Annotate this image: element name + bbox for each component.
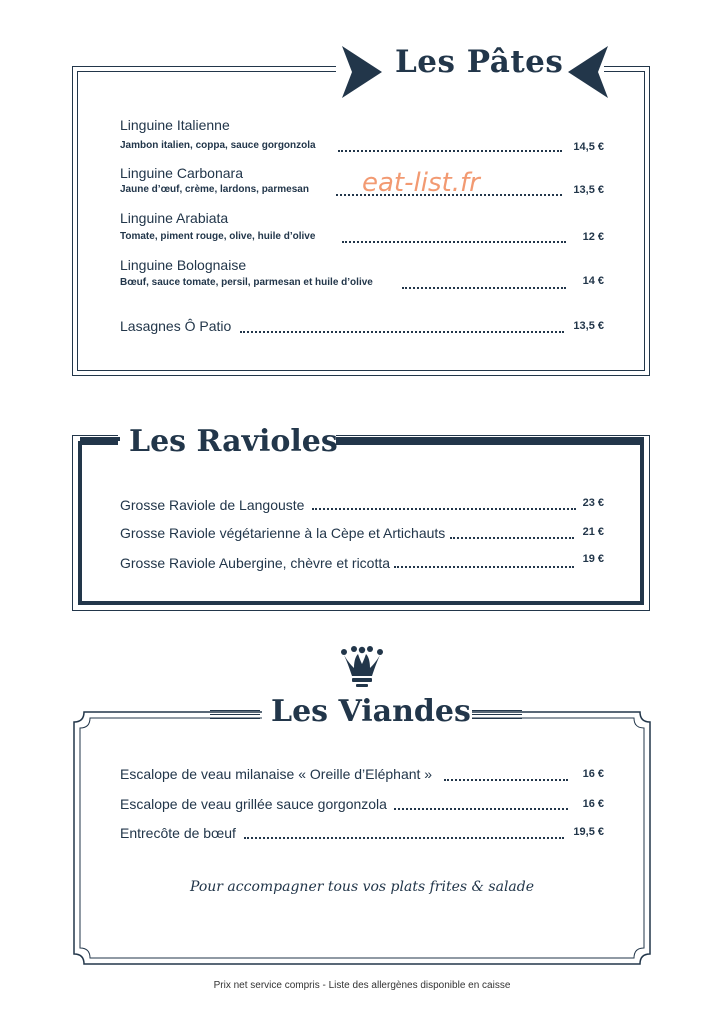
accompaniment-note: Pour accompagner tous vos plats frites & salade (189, 879, 535, 895)
ravioles-item-price: 19 € (582, 553, 604, 565)
chevron-arrow-left-icon (562, 44, 612, 100)
ravioles-title: Les Ravioles (129, 424, 338, 459)
ravioles-item-price: 21 € (582, 526, 604, 538)
pates-item-price: 12 € (582, 231, 604, 243)
watermark: eat-list.fr (362, 168, 480, 198)
dot-leader (450, 537, 574, 539)
pates-item-price: 14,5 € (573, 141, 604, 153)
pates-item-name: Linguine Bolognaise (120, 257, 247, 273)
pates-item-name: Linguine Italienne (120, 117, 230, 133)
crown-icon (340, 646, 384, 692)
pates-item-price: 14 € (582, 275, 604, 287)
viandes-title: Les Viandes (271, 694, 471, 729)
viandes-title-rule-right (472, 710, 522, 719)
dot-leader (244, 837, 564, 839)
dot-leader (394, 808, 568, 810)
viandes-item-name: Escalope de veau grillée sauce gorgonzola (120, 796, 387, 812)
dot-leader (338, 150, 562, 152)
pates-item-desc: Jaune d’œuf, crème, lardons, parmesan (120, 184, 309, 195)
ravioles-item-name: Grosse Raviole végétarienne à la Cèpe et Artichauts (120, 525, 446, 541)
pates-item-name: Linguine Carbonara (120, 165, 243, 181)
pates-item-name: Lasagnes Ô Patio (120, 318, 232, 334)
dot-leader (342, 241, 566, 243)
dot-leader (394, 566, 574, 568)
viandes-title-rule-left (210, 710, 260, 719)
viandes-item-price: 16 € (582, 798, 604, 810)
pates-item-desc: Jambon italien, coppa, sauce gorgonzola (120, 140, 316, 151)
viandes-item-name: Entrecôte de bœuf (120, 825, 236, 841)
ravioles-item-price: 23 € (582, 497, 604, 509)
pates-item-desc: Bœuf, sauce tomate, persil, parmesan et huile d’olive (120, 277, 373, 288)
dot-leader (240, 331, 564, 333)
viandes-item-price: 16 € (582, 768, 604, 780)
pates-item-name: Linguine Arabiata (120, 210, 229, 226)
dot-leader (312, 508, 576, 510)
ravioles-title-rule-right (336, 437, 644, 441)
pates-item-desc: Tomate, piment rouge, olive, huile d’olive (120, 231, 316, 242)
dot-leader (444, 779, 568, 781)
viandes-item-price: 19,5 € (573, 826, 604, 838)
ravioles-item-name: Grosse Raviole Aubergine, chèvre et ricotta (120, 555, 391, 571)
ravioles-title-rule-left (80, 437, 120, 441)
pates-title: Les Pâtes (395, 44, 564, 80)
ravioles-item-name: Grosse Raviole de Langouste (120, 497, 305, 513)
pates-item-price: 13,5 € (573, 320, 604, 332)
chevron-arrow-right-icon (338, 44, 388, 100)
footer-note: Prix net service compris - Liste des allergènes disponible en caisse (213, 980, 511, 991)
viandes-item-name: Escalope de veau milanaise « Oreille d’Eléphant » (120, 766, 433, 782)
pates-item-price: 13,5 € (573, 184, 604, 196)
dot-leader (402, 287, 566, 289)
